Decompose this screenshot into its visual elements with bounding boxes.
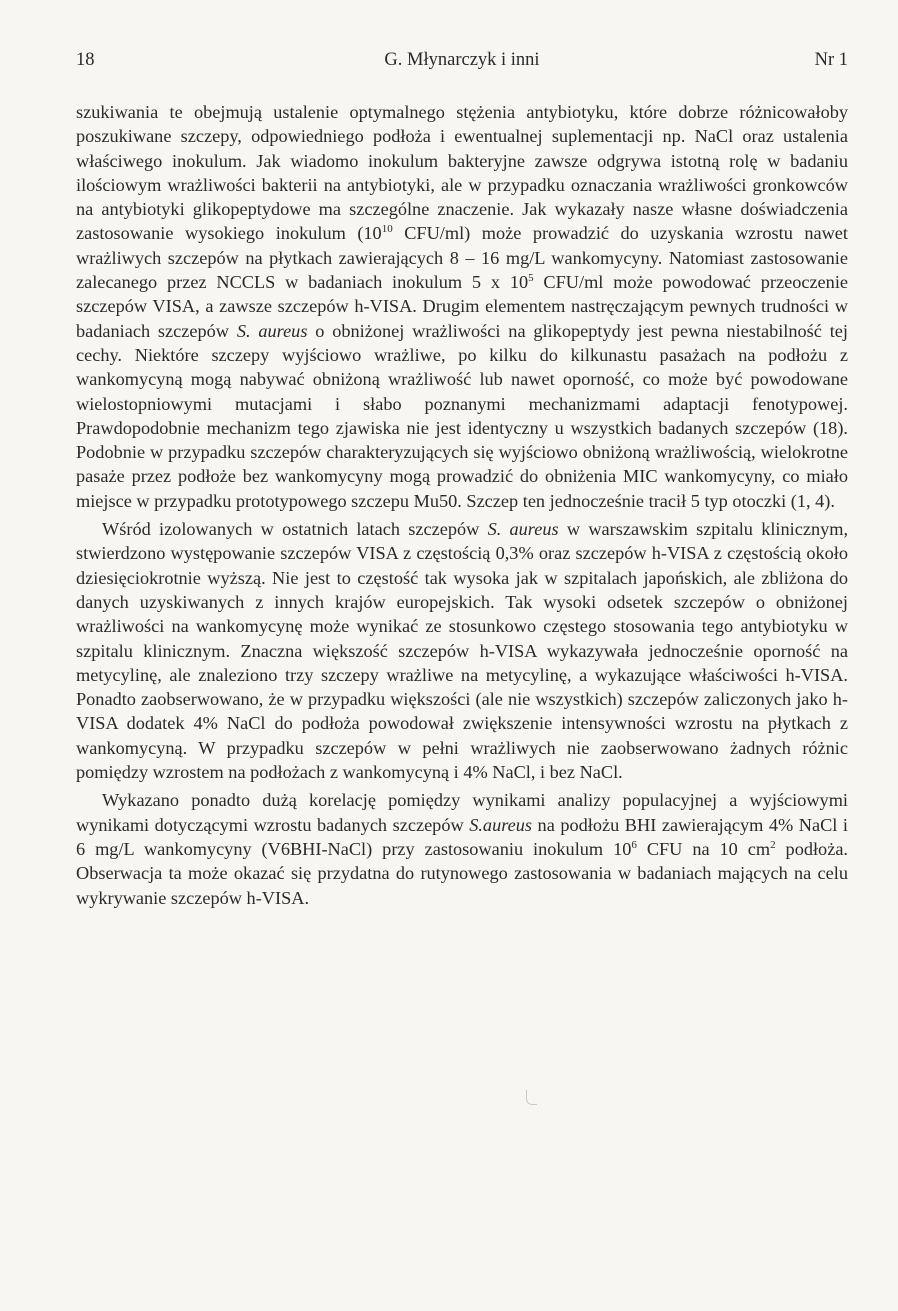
issue-number: Nr 1 bbox=[814, 50, 848, 70]
paragraph-2 bbox=[76, 517, 848, 784]
italic-term: S. aureus bbox=[236, 320, 308, 341]
text-run: Wśród izolowanych w ostatnich latach szczepów bbox=[102, 519, 488, 540]
paragraph-1 bbox=[76, 100, 848, 513]
text-run: na podłożu BHI zawierającym 4% NaCl i 6 mg/L wankomycyny (V6BHI-NaCl) przy zastosowaniu inokulum 10 bbox=[76, 814, 848, 859]
text-run: CFU na 10 cm bbox=[636, 838, 771, 859]
text-run: Wykazano ponadto dużą korelację pomiędzy wynikami analizy populacyjnej a wyjściowymi wynikami dotyczącymi wzrostu badanych szczepów bbox=[76, 790, 848, 835]
text-run: o obniżonej wrażliwości na glikopeptydy jest pewna niestabilność tej cechy. Niektóre szczepy wyjściowo wrażliwe, po kilku do kilkunastu pasażach na podłożu z wankomycyną mogą nabywać obniżoną wrażliwość lub nawet oporność, co może być powodowane wielostopniowymi mutacjami i słabo poznanymi mechanizmami adaptacji fenotypowej. Prawdopodobnie mechanizm tego zjawiska nie jest identyczny u wszystkich badanych szczepów (18). Podobnie w przypadku szczepów charakteryzujących się wyjściowo obniżoną wrażliwością, wielokrotne pasaże przez podłoże bez wankomycyny mogą prowadzić do obniżenia MIC wankomycyny, co miało miejsce w przypadku prototypowego szczepu Mu50. Szczep ten jednocześnie tracił 5 typ otoczki (1, 4). bbox=[76, 320, 848, 511]
text-run: podłoża. Obserwacja ta może okazać się przydatna do rutynowego zastosowania w badaniach mających na celu wykrywanie szczepów h-VISA. bbox=[76, 838, 848, 908]
text-run: szukiwania te obejmują ustalenie optymalnego stężenia antybiotyku, które dobrze różnicowałoby poszukiwane szczepy, odpowiedniego podłoża i ewentualnej suplementacji np. NaCl oraz ustalenia właściwego inokulum. Jak wiadomo inokulum bakteryjne zawsze odgrywa istotną rolę w badaniu ilościowym wrażliwości bakterii na antybiotyki, ale w przypadku oznaczania wrażliwości gronkowców na antybiotyki glikopeptydowe ma szczególne znaczenie. Jak wykazały nasze własne doświadczenia zastosowanie wysokiego inokulum (10 bbox=[76, 102, 848, 244]
page-number: 18 bbox=[76, 50, 95, 70]
text-run: CFU/ml może powodować przeoczenie szczepów VISA, a zawsze szczepów h-VISA. Drugim elementem nastręczającym pewnych trudności w badaniach szczepów bbox=[76, 272, 849, 341]
paragraph-3 bbox=[76, 788, 848, 909]
superscript: 2 bbox=[770, 838, 776, 851]
superscript: 10 bbox=[381, 223, 393, 236]
running-title: G. Młynarczyk i inni bbox=[384, 50, 540, 70]
superscript: 6 bbox=[631, 838, 637, 851]
text-run: CFU/ml) może prowadzić do uzyskania wzrostu nawet wrażliwych szczepów na płytkach zawierających 8 – 16 mg/L wankomycyny. Natomiast zastosowanie zalecanego przez NCCLS w badaniach inokulum 5 x 10 bbox=[76, 223, 849, 293]
stray-pencil-mark bbox=[526, 1090, 537, 1105]
page-header bbox=[76, 50, 848, 76]
text-run: w warszawskim szpitalu klinicznym, stwierdzono występowanie szczepów VISA z częstością 0,3% oraz szczepów h-VISA z częstością około dziesięciokrotnie wyższą. Nie jest to częstość tak wysoka jak w szpitalach japońskich, ale zbliżona do danych uzyskiwanych z innych krajów europejskich. Tak wysoki odsetek szczepów o obniżonej wrażliwości na wankomycynę może wynikać ze stosunkowo częstego stosowania tego antybiotyku w szpitalu klinicznym. Znaczna większość szczepów h-VISA wykazywała jednocześnie oporność na metycylinę, ale znaleziono trzy szczepy wrażliwe na metycylinę, a wykazujące właściwości h-VISA. Ponadto zaobserwowano, że w przypadku większości (ale nie wszystkich) szczepów zaliczonych jako h-VISA dodatek 4% NaCl do podłoża powodował zwiększenie intensywności wzrostu na płytkach z wankomycyną. W przypadku szczepów w pełni wrażliwych nie zaobserwowano żadnych różnic pomiędzy wzrostem na podłożach z wankomycyną i 4% NaCl, i bez NaCl. bbox=[76, 519, 849, 783]
superscript: 5 bbox=[528, 272, 534, 285]
italic-term: S.aureus bbox=[469, 814, 533, 835]
italic-term: S. aureus bbox=[487, 519, 559, 540]
body-text bbox=[76, 100, 848, 914]
